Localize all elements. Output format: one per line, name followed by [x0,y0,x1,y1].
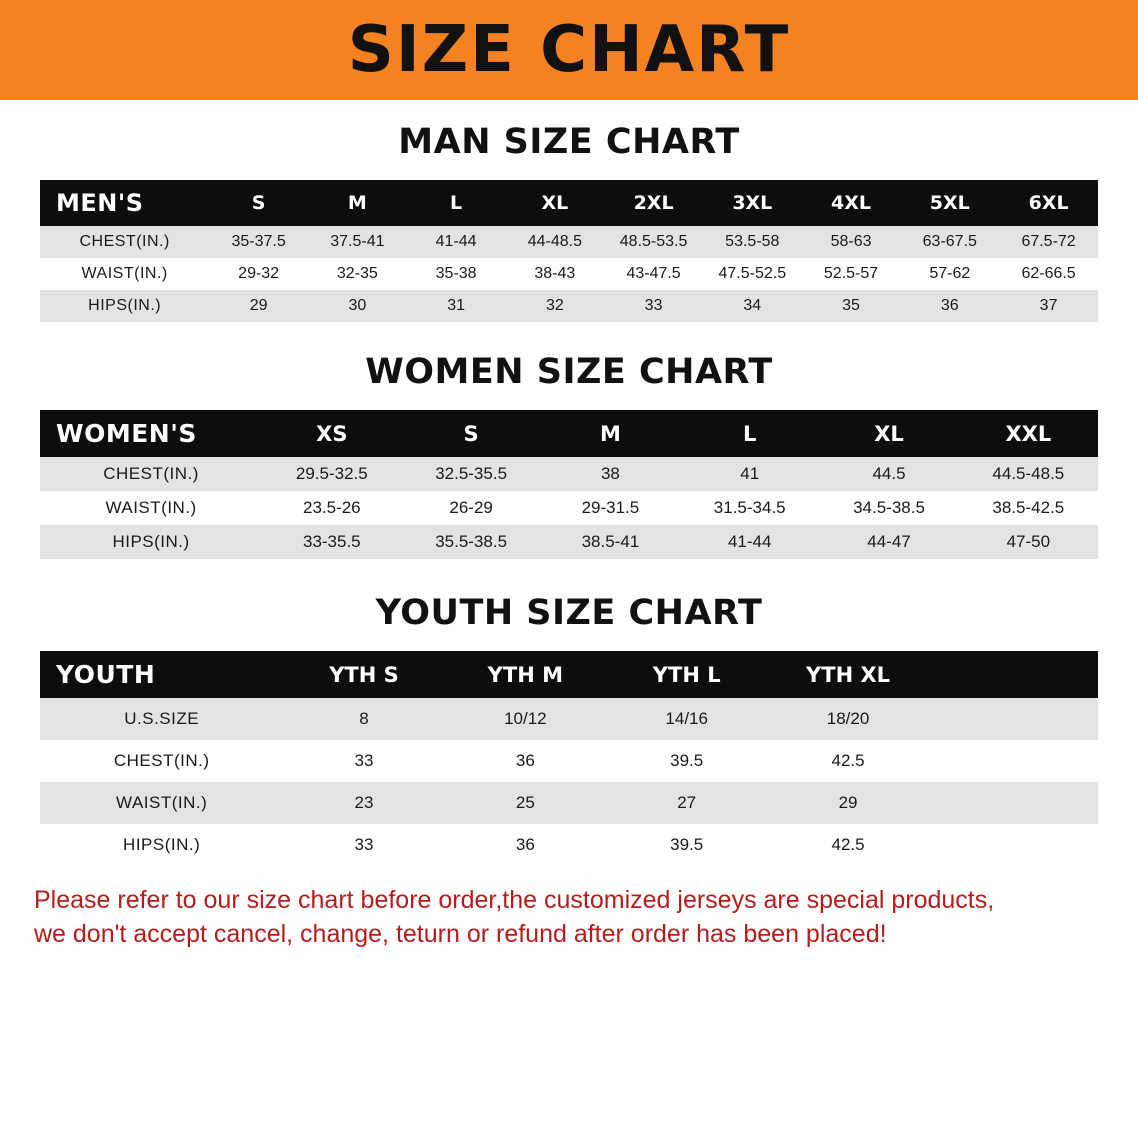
man-section-heading: MAN SIZE CHART [398,122,740,162]
cell: 35-37.5 [209,226,308,258]
youth-table-body [40,698,1098,866]
man-col-4: XL [505,180,604,226]
cell: 29 [767,782,928,824]
youth-row-label-chest: CHEST(IN.) [40,740,283,782]
cell: 35-38 [407,258,506,290]
women-row-label-waist: WAIST(IN.) [40,491,262,525]
cell: 32 [505,290,604,322]
cell: 32-35 [308,258,407,290]
table-row [40,290,1098,322]
youth-row-label-hips: HIPS(IN.) [40,824,283,866]
cell: 35.5-38.5 [401,525,540,559]
women-size-table [40,410,1098,559]
youth-table-header [40,651,1098,698]
cell-spacer [929,698,1098,740]
cell: 14/16 [606,698,767,740]
cell: 29-31.5 [541,491,680,525]
man-col-6: 3XL [703,180,802,226]
women-row-label-hips: HIPS(IN.) [40,525,262,559]
order-policy-notice [34,884,1104,952]
cell: 38 [541,457,680,491]
man-row-label-hips: HIPS(IN.) [40,290,209,322]
cell: 29-32 [209,258,308,290]
cell: 52.5-57 [802,258,901,290]
cell: 39.5 [606,740,767,782]
cell: 57-62 [900,258,999,290]
cell: 27 [606,782,767,824]
cell: 42.5 [767,740,928,782]
table-row [40,491,1098,525]
cell: 25 [445,782,606,824]
cell: 43-47.5 [604,258,703,290]
youth-row-label-ussize: U.S.SIZE [40,698,283,740]
cell: 35 [802,290,901,322]
cell: 33-35.5 [262,525,401,559]
cell: 44-48.5 [505,226,604,258]
cell: 62-66.5 [999,258,1098,290]
cell: 30 [308,290,407,322]
women-col-3: M [541,410,680,457]
youth-col-1: YTH S [283,651,444,698]
cell: 38.5-42.5 [959,491,1098,525]
table-header-row [40,651,1098,698]
cell: 26-29 [401,491,540,525]
table-row [40,525,1098,559]
women-table-header [40,410,1098,457]
man-row-label-chest: CHEST(IN.) [40,226,209,258]
cell: 48.5-53.5 [604,226,703,258]
cell: 36 [445,740,606,782]
table-header-row [40,180,1098,226]
notice-line-1: Please refer to our size chart before order,the customized jerseys are special products, [34,886,995,914]
cell: 34 [703,290,802,322]
man-table-wrapper [0,180,1138,322]
table-row [40,457,1098,491]
page-title: SIZE CHART [347,13,791,87]
man-col-1: S [209,180,308,226]
cell: 39.5 [606,824,767,866]
cell: 31.5-34.5 [680,491,819,525]
man-size-table [40,180,1098,322]
table-row [40,698,1098,740]
women-table-wrapper [0,410,1138,559]
table-row [40,782,1098,824]
cell: 36 [445,824,606,866]
man-table-body [40,226,1098,322]
youth-row-label-waist: WAIST(IN.) [40,782,283,824]
cell: 33 [283,824,444,866]
women-col-5: XL [819,410,958,457]
women-col-6: XXL [959,410,1098,457]
women-row-label-chest: CHEST(IN.) [40,457,262,491]
cell: 38.5-41 [541,525,680,559]
cell: 44.5 [819,457,958,491]
cell-spacer [929,740,1098,782]
cell-spacer [929,782,1098,824]
women-table-body [40,457,1098,559]
man-col-3: L [407,180,506,226]
cell: 41 [680,457,819,491]
women-section-heading: WOMEN SIZE CHART [365,352,773,392]
cell: 41-44 [407,226,506,258]
cell: 44.5-48.5 [959,457,1098,491]
man-corner-label: MEN'S [40,180,209,226]
cell: 47.5-52.5 [703,258,802,290]
cell: 37.5-41 [308,226,407,258]
cell: 33 [604,290,703,322]
youth-table-wrapper [0,651,1138,866]
cell-spacer [929,824,1098,866]
cell: 29 [209,290,308,322]
cell: 41-44 [680,525,819,559]
youth-corner-label: YOUTH [40,651,283,698]
cell: 63-67.5 [900,226,999,258]
women-col-1: XS [262,410,401,457]
cell: 38-43 [505,258,604,290]
notice-line-2: we don't accept cancel, change, teturn or refund after order has been placed! [34,919,887,948]
man-col-8: 5XL [900,180,999,226]
page-banner [0,0,1138,100]
youth-col-spacer [929,651,1098,698]
man-row-label-waist: WAIST(IN.) [40,258,209,290]
cell: 23 [283,782,444,824]
cell: 34.5-38.5 [819,491,958,525]
man-col-9: 6XL [999,180,1098,226]
table-header-row [40,410,1098,457]
cell: 47-50 [959,525,1098,559]
cell: 67.5-72 [999,226,1098,258]
cell: 36 [900,290,999,322]
cell: 42.5 [767,824,928,866]
table-row [40,258,1098,290]
cell: 37 [999,290,1098,322]
women-col-2: S [401,410,540,457]
youth-section-heading: YOUTH SIZE CHART [375,593,763,633]
women-col-4: L [680,410,819,457]
man-table-header [40,180,1098,226]
cell: 31 [407,290,506,322]
youth-col-3: YTH L [606,651,767,698]
man-col-7: 4XL [802,180,901,226]
cell: 23.5-26 [262,491,401,525]
table-row [40,226,1098,258]
cell: 33 [283,740,444,782]
cell: 44-47 [819,525,958,559]
youth-col-4: YTH XL [767,651,928,698]
cell: 58-63 [802,226,901,258]
cell: 18/20 [767,698,928,740]
cell: 8 [283,698,444,740]
women-corner-label: WOMEN'S [40,410,262,457]
table-row [40,740,1098,782]
man-col-5: 2XL [604,180,703,226]
cell: 53.5-58 [703,226,802,258]
youth-col-2: YTH M [445,651,606,698]
cell: 29.5-32.5 [262,457,401,491]
cell: 32.5-35.5 [401,457,540,491]
man-col-2: M [308,180,407,226]
table-row [40,824,1098,866]
youth-size-table [40,651,1098,866]
cell: 10/12 [445,698,606,740]
